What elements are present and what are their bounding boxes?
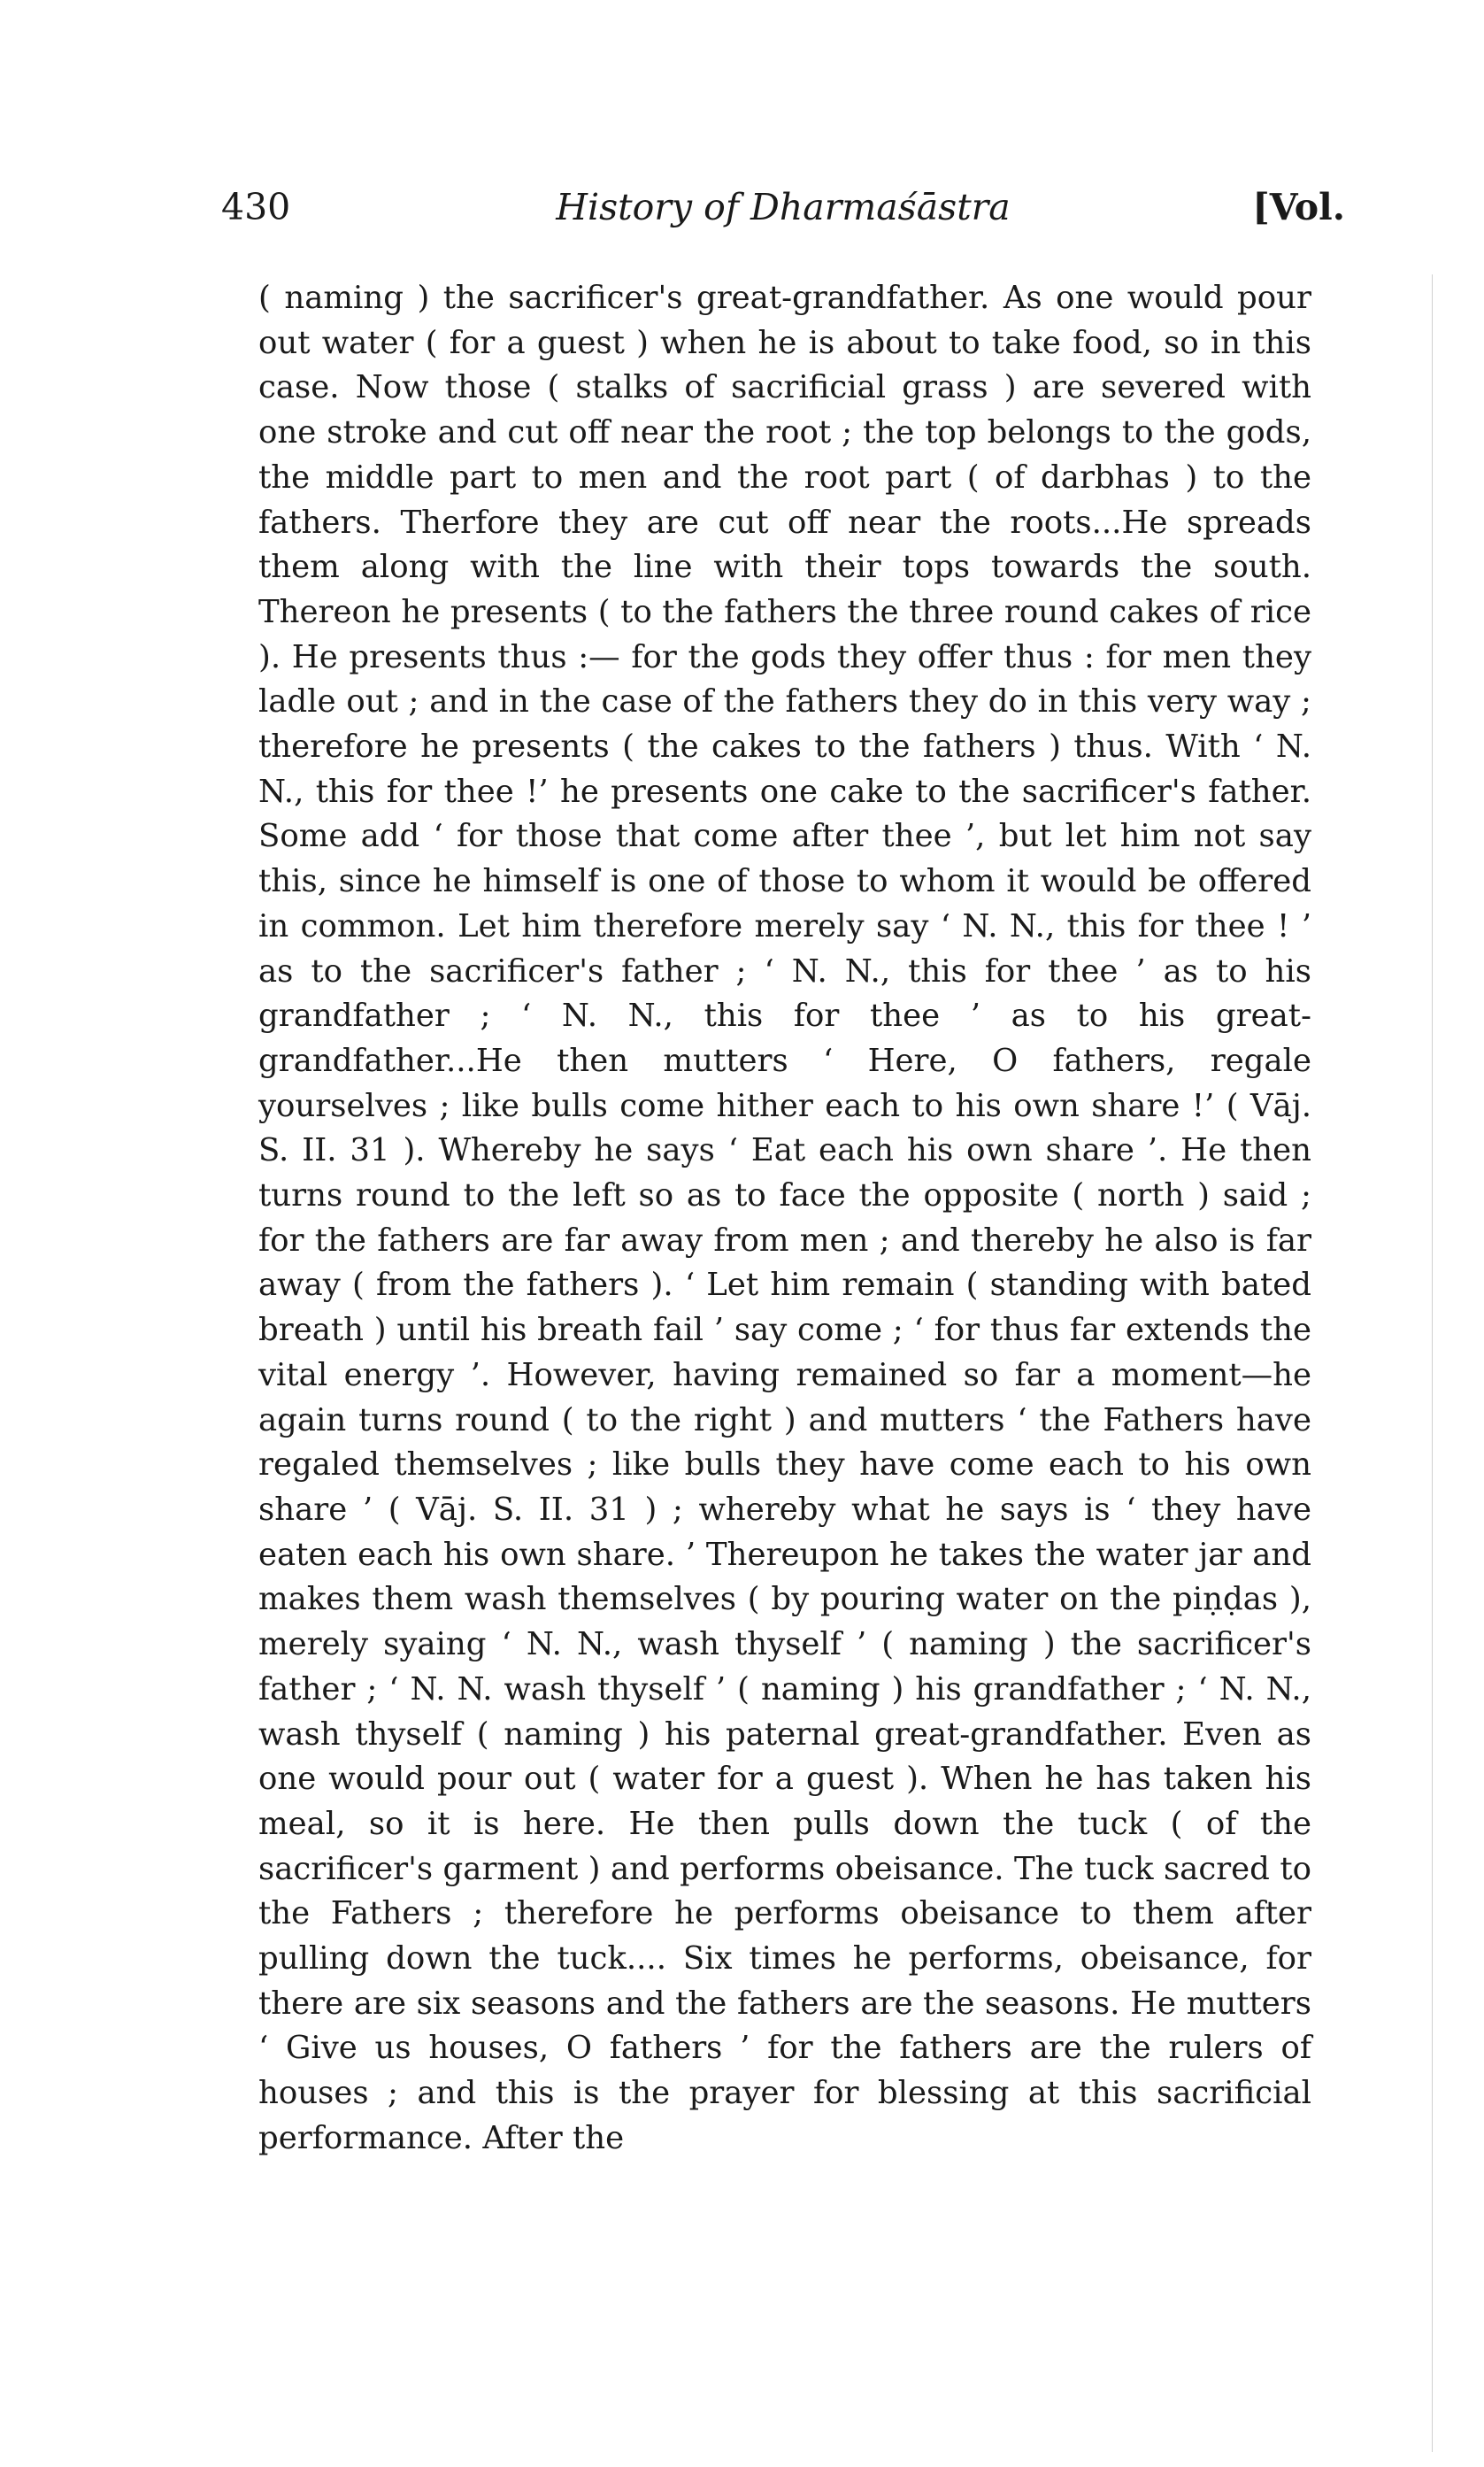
page-number: 430	[221, 186, 291, 228]
page-header	[221, 186, 1345, 248]
body-paragraph: ( naming ) the sacrificer's great-grandfather. As one would pour out water ( for a guest ) when he is about to take food, so in this case. Now those ( stalks of sacrificial grass ) are severed with one stroke and cut off near the root ; the top belongs to the gods, the middle part to men and the root part ( of darbhas ) to the fathers. Therfore they are cut off near the roots...He spreads them along with the line with their tops towards the south. Thereon he presents ( to the fathers the three round cakes of rice ). He presents thus :— for the gods they offer thus : for men they ladle out ; and in the case of the fathers they do in this very way ; therefore he presents ( the cakes to the fathers ) thus. With ‘ N. N., this for thee !’ he presents one cake to the sacrificer's father. Some add ‘ for those that come after thee ’, but let him not say this, since he himself is one of those to whom it would be offered in common. Let him therefore merely say ‘ N. N., this for thee ! ’ as to the sacrificer's father ; ‘ N. N., this for thee ’ as to his grandfather ; ‘ N. N., this for thee ’ as to his great-grandfather...He then mutters ‘ Here, O fathers, regale yourselves ; like bulls come hither each to his own share !’ ( Vāj. S. II. 31 ). Whereby he says ‘ Eat each his own share ’. He then turns round to the left so as to face the opposite ( north ) said ; for the fathers are far away from men ; and thereby he also is far away ( from the fathers ). ‘ Let him remain ( standing with bated breath ) until his breath fail ’ say come ; ‘ for thus far extends the vital energy ’. However, having remained so far a moment—he again turns round ( to the right ) and mutters ‘ the Fathers have regaled themselves ; like bulls they have come each to his own share ’ ( Vāj. S. II. 31 ) ; whereby what he says is ‘ they have eaten each his own share. ’ Thereupon he takes the water jar and makes them wash themselves ( by pouring water on the piṇḍas ), merely syaing ‘ N. N., wash thyself ’ ( naming ) the sacrificer's father ; ‘ N. N. wash thyself ’ ( naming ) his grandfather ; ‘ N. N., wash thyself ( naming ) his paternal great-grandfather. Even as one would pour out ( water for a guest ). When he has taken his meal, so it is here. He then pulls down the tuck ( of the sacrificer's garment ) and performs obeisance. The tuck sacred to the Fathers ; therefore he performs obeisance to them after pulling down the tuck.... Six times he performs, obeisance, for there are six seasons and the fathers are the seasons. He mutters ‘ Give us houses, O fathers ’ for the fathers are the rulers of houses ; and this is the prayer for blessing at this sacrificial performance. After the	[258, 280, 1311, 2156]
volume-mark: [Vol.	[1252, 186, 1345, 228]
running-title: History of Dharmaśāstra	[556, 186, 1011, 228]
scan-edge-line	[1432, 274, 1433, 2452]
